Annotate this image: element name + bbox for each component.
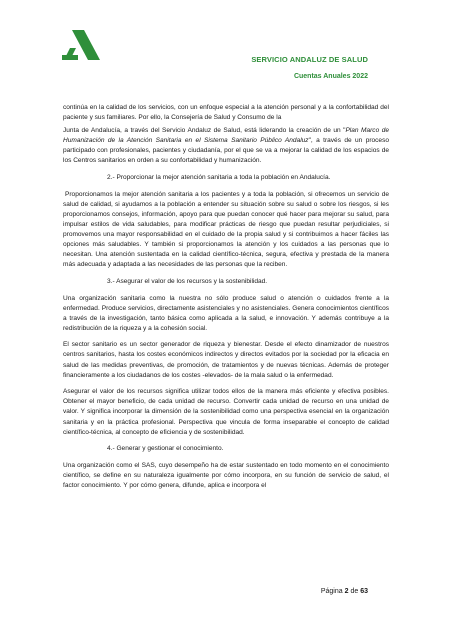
current-page: 2 — [344, 588, 349, 595]
total-pages: 63 — [360, 588, 368, 595]
of-label: de — [350, 588, 359, 595]
section-heading-2: 2.- Proporcionar la mejor atención sanitaria a toda la población en Andalucía. — [107, 174, 331, 182]
section-heading-4: 4.- Generar y gestionar el conocimiento. — [107, 445, 224, 453]
document-body — [63, 103, 389, 498]
section-heading-3: 3.- Asegurar el valor de los recursos y la sostenibilidad. — [107, 277, 268, 285]
paragraph-humanization — [63, 126, 389, 166]
paragraph-continuation: continúa en la calidad de los servicios, con un enfoque especial a la atención personal y a la confortabilidad del paciente y sus familiares. Por ello, la Consejería de Salud y Consumo de la — [63, 104, 389, 122]
page-label: Página — [320, 588, 343, 595]
paragraph-attention: Proporcionamos la mejor atención sanitaria a los pacientes y a toda la población, si ofrecemos un servicio de salud de calidad, si ayudamos a la población a entender su situación sobre su salud o sobre los riesgos, si les proporcionamos consejos, información, apoyo para que puedan conocer qué hacer para mejorar su salud, para impulsar estilos de vida saludables, para modificar prácticas de riesgo que puedan resultar perjudiciales, si promovemos una mayor responsabilidad en el cuidado de la propia salud y si contribuimos a hacer fáciles las opciones más saludables. Y también si proporcionamos la atención y los cuidados a las personas que lo necesitan. Una atención sustentada en la calidad científico-técnica, segura, efectiva y prestada de la manera más adecuada y adaptada a las necesidades de las personas que la reciben. — [63, 190, 389, 269]
paragraph-resources: Asegurar el valor de los recursos significa utilizar todos ellos de la manera más eficiente y efectiva posibles. Obtener el mayor beneficio, de cada unidad de recurso. Convertir cada unidad de recurso en una unidad de valor. Y significa incorporar la dimensión de la sostenibilidad como una perspectiva esencial en la organización sanitaria y en la práctica profesional. Perspectiva que vincula de forma inseparable el concepto de calidad científico-técnica, al concepto de eficiencia y de sostenibilidad. — [63, 388, 389, 436]
paragraph-knowledge: Una organización como el SAS, cuyo desempeño ha de estar sustentado en todo momento en el conocimiento científico, se define en su naturaleza igualmente por cómo incorpora, en su función de servicio de salud, el factor conocimiento. Y por cómo genera, difunde, aplica e incorpora el — [63, 461, 389, 489]
text-segment: Junta de Andalucía, a través del Servicio Andaluz de Salud, está liderando la creación de un " — [63, 127, 346, 135]
paragraph-organization: Una organización sanitaria como la nuestra no sólo produce salud o atención o cuidados frente a la enfermedad. Produce servicios, directamente asistenciales y no asistenciales. Genera conocimientos científicos a través de la investigación, tanto básica como aplicada a la salud, e innovación. Y además contribuye a la redistribución de la riqueza y a la cohesión social. — [63, 294, 389, 332]
organization-name: SERVICIO ANDALUZ DE SALUD — [251, 55, 368, 64]
junta-andalucia-logo-icon — [62, 30, 100, 60]
page-number — [321, 588, 368, 595]
text-segment: ", a través de un proceso participado con profesionales, pacientes y ciudadanía, por el que se va a mejorar la calidad de los espacios de los Centros sanitarios en orden a su confortabilidad y humanización. — [63, 137, 389, 165]
plan-title-italic: Plan Marco de Humanización de la Atención Sanitaria en el Sistema Sanitario Público Andaluz — [63, 127, 389, 145]
paragraph-sector: El sector sanitario es un sector generador de riqueza y bienestar. Desde el efecto dinamizador de nuestros centros sanitarios, hasta los costes económicos indirectos y directos evitados por la sociedad por la eficacia en salud de las medidas preventivas, de promoción, de tratamientos y de nuevas técnicas. Además de proteger financieramente a los ciudadanos de los costes -elevados- de la mala salud o la enfermedad. — [63, 341, 389, 379]
report-subtitle: Cuentas Anuales 2022 — [293, 73, 368, 80]
